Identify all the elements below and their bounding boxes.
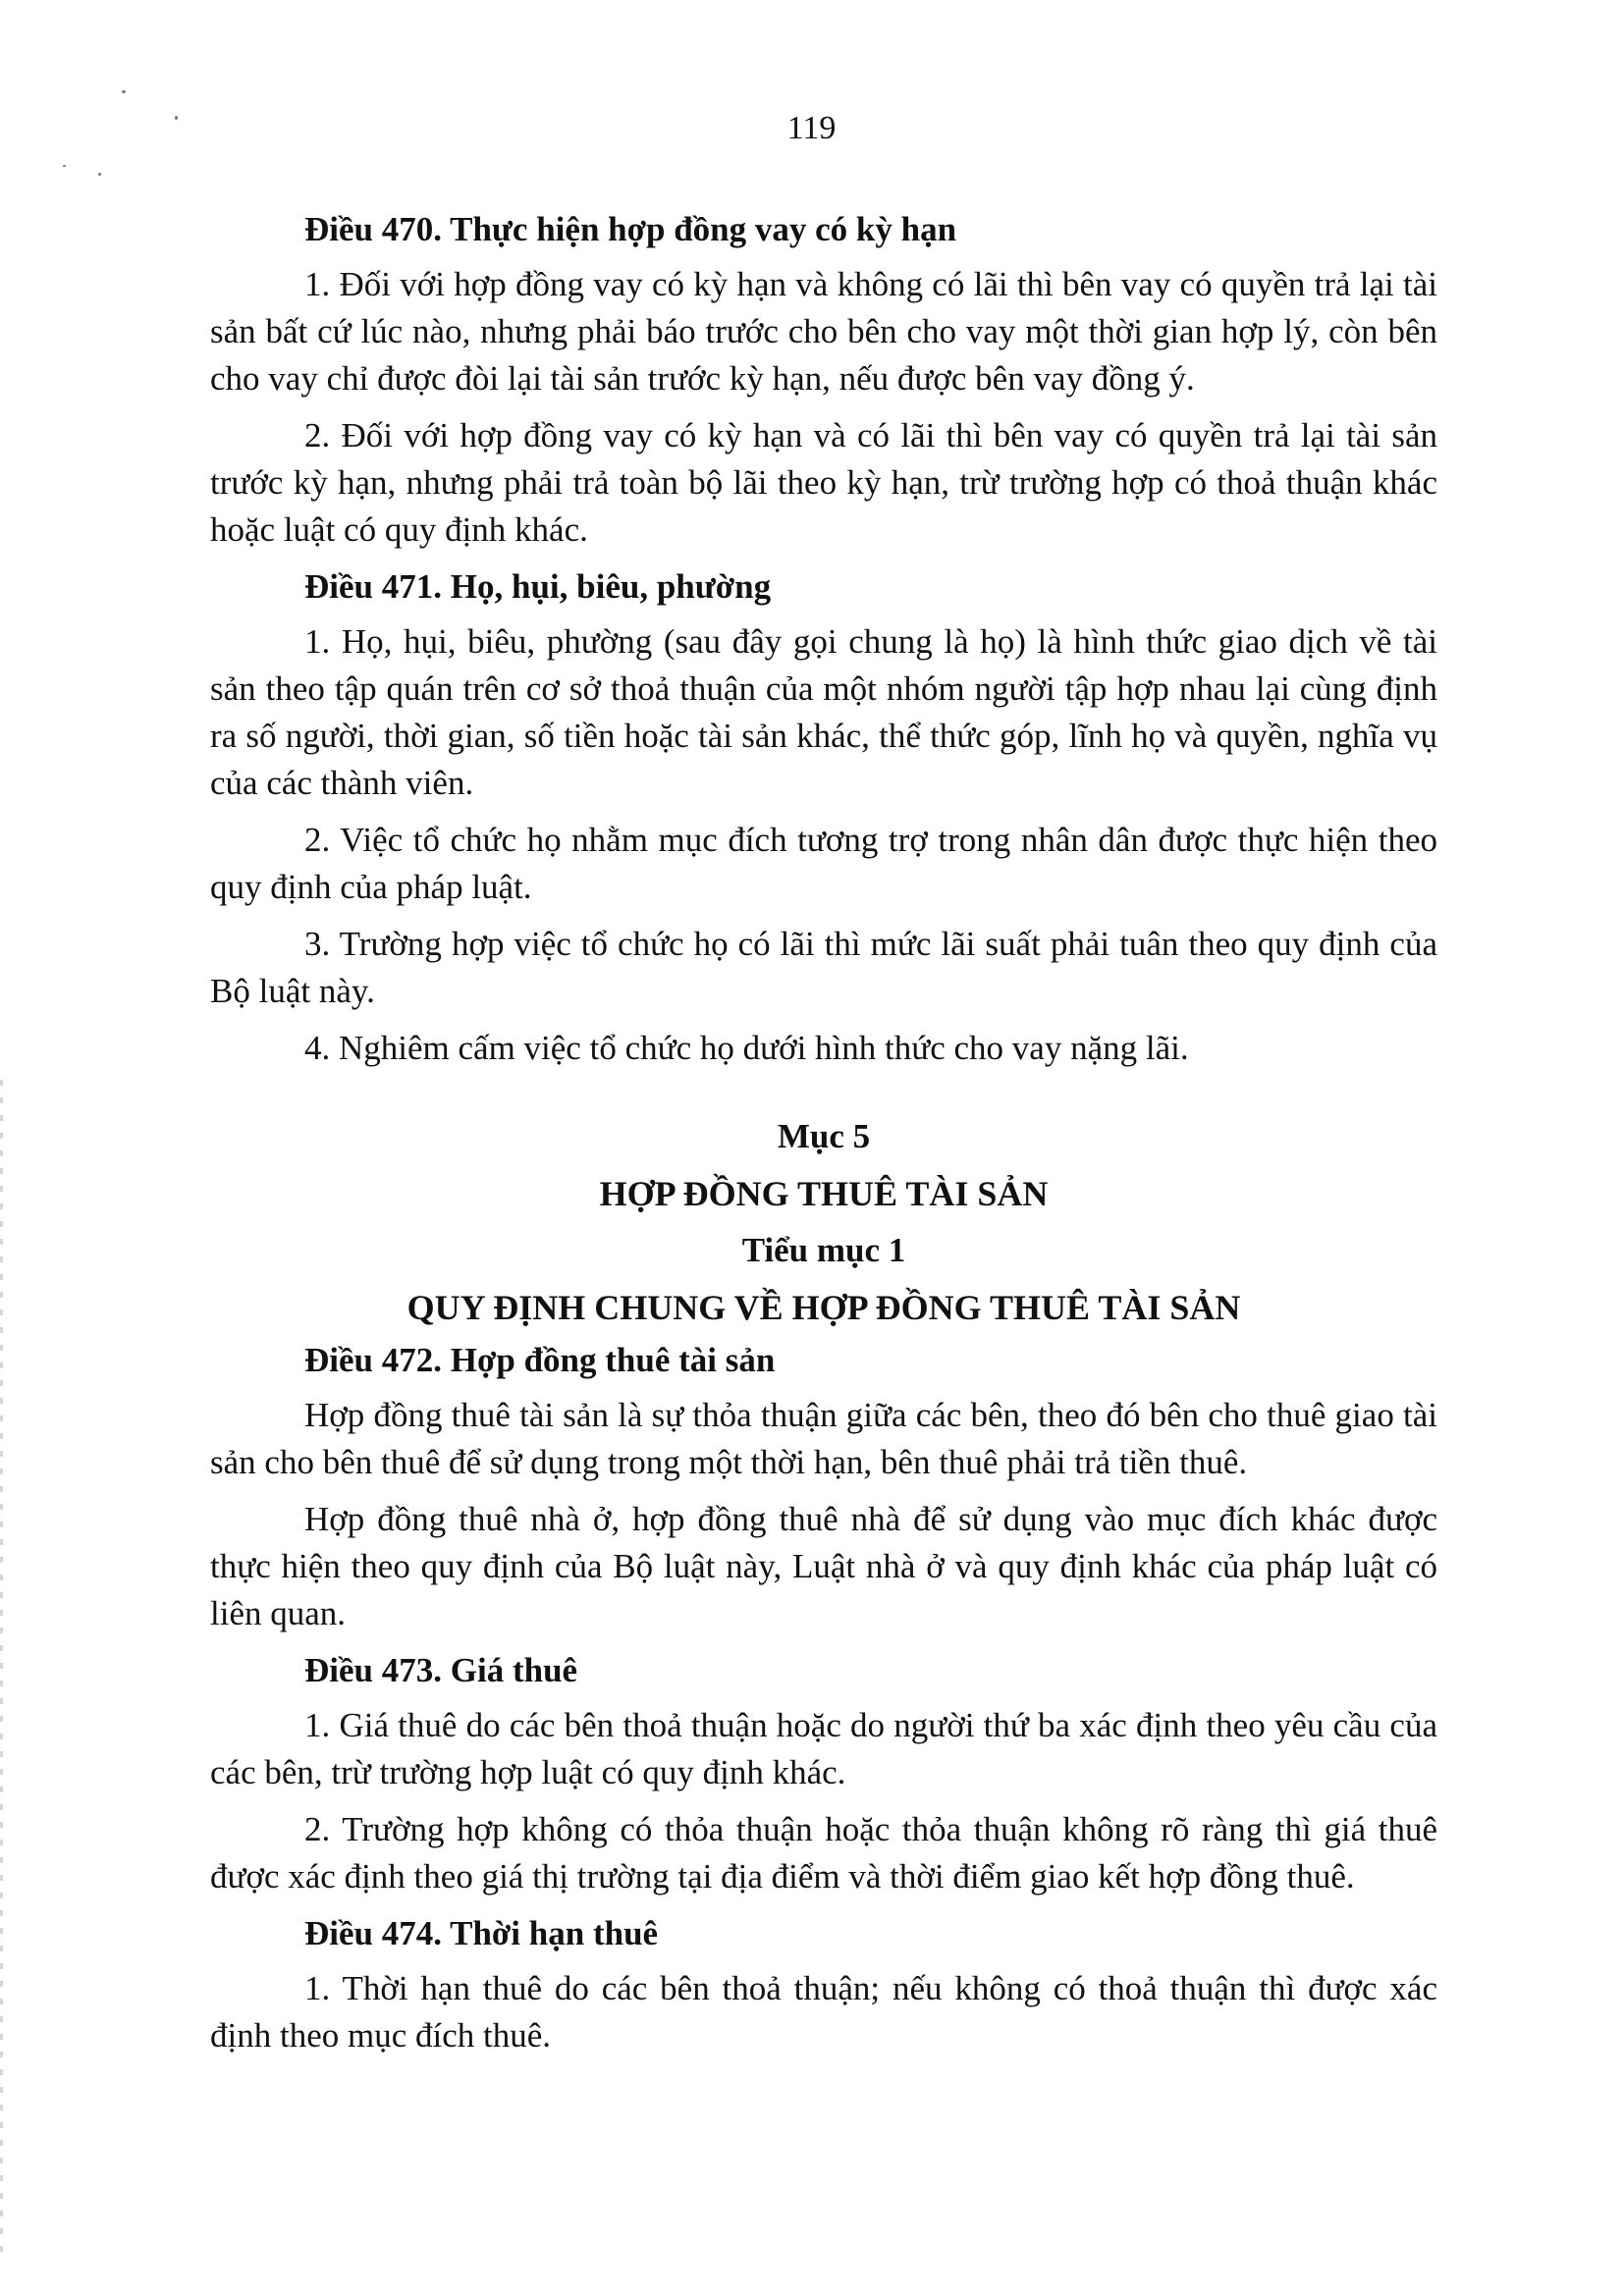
paragraph: 2. Việc tổ chức họ nhằm mục đích tương trợ trong nhân dân được thực hiện theo quy định của pháp luật. (210, 821, 1437, 906)
paragraph: Hợp đồng thuê tài sản là sự thỏa thuận giữa các bên, theo đó bên cho thuê giao tài sản cho bên thuê để sử dụng trong một thời hạn, bên thuê phải trả tiền thuê. (210, 1396, 1437, 1481)
page-number: 119 (786, 110, 837, 146)
articles-470-471 (210, 206, 1437, 1072)
scan-speck (122, 90, 126, 93)
paragraph: 2. Trường hợp không có thỏa thuận hoặc thỏa thuận không rõ ràng thì giá thuê được xác định theo giá thị trường tại địa điểm và thời điểm giao kết hợp đồng thuê. (210, 1810, 1437, 1896)
subsection-title: QUY ĐỊNH CHUNG VỀ HỢP ĐỒNG THUÊ TÀI SẢN (406, 1288, 1241, 1327)
subsection-label: Tiểu mục 1 (741, 1231, 906, 1269)
section-title: HỢP ĐỒNG THUÊ TÀI SẢN (599, 1174, 1049, 1213)
scan-speck (98, 173, 101, 176)
document-body (210, 206, 1437, 2069)
paragraph: 2. Đối với hợp đồng vay có kỳ hạn và có lãi thì bên vay có quyền trả lại tài sản trước kỳ hạn, nhưng phải trả toàn bộ lãi theo kỳ hạn, trừ trường hợp có thoả thuận khác hoặc luật có quy định khác. (210, 416, 1437, 549)
article-heading: Điều 473. Giá thuê (304, 1651, 578, 1689)
article-heading: Điều 474. Thời hạn thuê (304, 1914, 659, 1952)
scan-speck (63, 165, 66, 167)
paragraph: 3. Trường hợp việc tổ chức họ có lãi thì mức lãi suất phải tuân theo quy định của Bộ luật này. (210, 925, 1437, 1010)
articles-472-474 (210, 1337, 1437, 2059)
paragraph: 1. Họ, hụi, biêu, phường (sau đây gọi chung là họ) là hình thức giao dịch về tài sản theo tập quán trên cơ sở thoả thuận của một nhóm người tập hợp nhau lại cùng định ra số người, thời gian, số tiền hoặc tài sản khác, thể thức góp, lĩnh họ và quyền, nghĩa vụ của các thành viên. (210, 622, 1437, 802)
article-heading: Điều 472. Hợp đồng thuê tài sản (304, 1341, 776, 1379)
paragraph: 4. Nghiêm cấm việc tổ chức họ dưới hình thức cho vay nặng lãi. (304, 1029, 1189, 1067)
paragraph: 1. Giá thuê do các bên thoả thuận hoặc do người thứ ba xác định theo yêu cầu của các bên, trừ trường hợp luật có quy định khác. (210, 1706, 1437, 1791)
article-heading: Điều 471. Họ, hụi, biêu, phường (304, 567, 772, 606)
article-heading: Điều 470. Thực hiện hợp đồng vay có kỳ hạn (304, 210, 957, 248)
paragraph: 1. Thời hạn thuê do các bên thoả thuận; nếu không có thoả thuận thì được xác định theo mục đích thuê. (210, 1969, 1437, 2055)
section-label: Mục 5 (777, 1117, 871, 1155)
scan-edge-artifact (0, 1080, 3, 2258)
paragraph: Hợp đồng thuê nhà ở, hợp đồng thuê nhà để sử dụng vào mục đích khác được thực hiện theo quy định của Bộ luật này, Luật nhà ở và quy định khác của pháp luật có liên quan. (210, 1500, 1437, 1632)
paragraph: 1. Đối với hợp đồng vay có kỳ hạn và không có lãi thì bên vay có quyền trả lại tài sản bất cứ lúc nào, nhưng phải báo trước cho bên cho vay một thời gian hợp lý, còn bên cho vay chỉ được đòi lại tài sản trước kỳ hạn, nếu được bên vay đồng ý. (210, 265, 1437, 398)
